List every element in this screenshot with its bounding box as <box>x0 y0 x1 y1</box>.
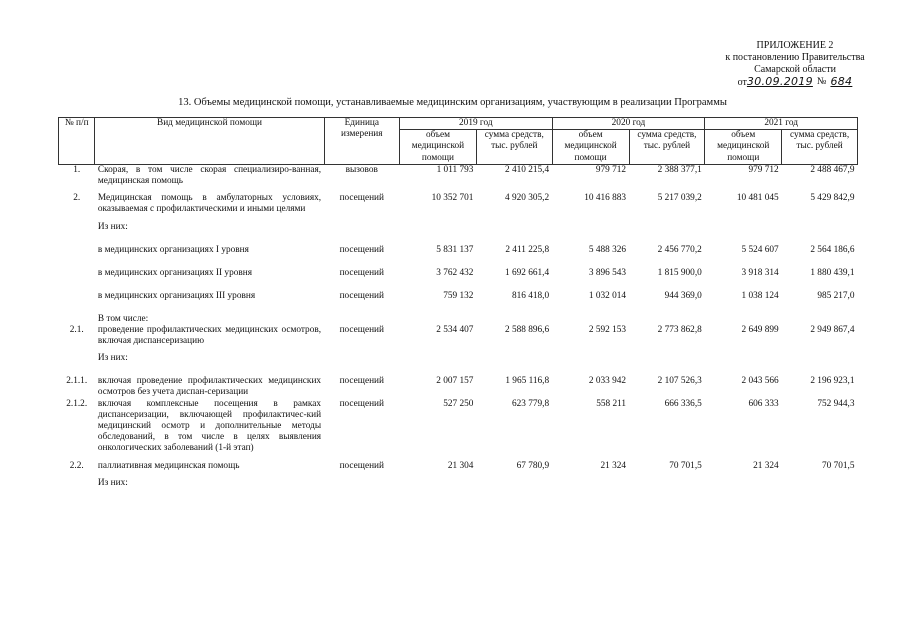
row-name: в медицинских организациях III уровня <box>97 290 256 301</box>
row-unit: посещений <box>339 376 385 387</box>
row-volume-2021: 1 038 124 <box>741 290 779 301</box>
row-volume-2019: 759 132 <box>443 290 474 301</box>
row-no: 2.1.1. <box>66 376 88 387</box>
row-volume-2019 <box>400 353 477 376</box>
row-name: в медицинских организациях I уровня <box>97 244 249 255</box>
row-name: паллиативная медицинская помощь <box>97 460 240 471</box>
row-sum-2020 <box>629 478 705 489</box>
row-unit <box>324 353 399 376</box>
row-sum-2019: 1 965 116,8 <box>505 376 550 387</box>
row-volume-2021 <box>705 478 782 489</box>
row-no: 2.1.2. <box>66 398 88 409</box>
header-sum-2019: сумма средств, тыс. рублей <box>476 130 552 165</box>
row-volume-2019: 5 831 137 <box>436 244 474 255</box>
row-sum-2020 <box>629 314 705 325</box>
row-sum-2021: 985 217,0 <box>817 290 855 301</box>
row-volume-2020: 21 324 <box>600 460 627 471</box>
row-volume-2021: 10 481 045 <box>736 193 779 204</box>
row-volume-2021: 3 918 314 <box>741 267 779 278</box>
row-name: Из них: <box>97 221 128 232</box>
row-volume-2020: 1 032 014 <box>588 290 627 301</box>
header-sum-2021: сумма средств, тыс. рублей <box>782 130 858 165</box>
row-no: 1. <box>73 164 81 175</box>
row-volume-2020: 2 033 942 <box>588 376 627 387</box>
row-sum-2020: 2 773 862,8 <box>657 324 702 335</box>
row-unit: посещений <box>339 398 385 409</box>
row-volume-2020: 5 488 326 <box>588 244 627 255</box>
row-sum-2019: 2 410 215,4 <box>504 164 550 175</box>
table-row <box>59 325 858 347</box>
row-volume-2020: 2 592 153 <box>588 324 627 335</box>
row-volume-2019 <box>400 478 477 489</box>
table-row <box>59 245 858 268</box>
number-prefix: № <box>816 76 827 87</box>
row-unit <box>324 222 399 245</box>
row-unit: посещений <box>339 324 385 335</box>
row-volume-2021: 21 324 <box>753 460 779 471</box>
row-volume-2021: 2 649 899 <box>741 324 779 335</box>
row-no: 2.2. <box>69 460 84 471</box>
row-volume-2020: 558 211 <box>596 398 627 409</box>
row-sum-2020: 666 336,5 <box>664 398 702 409</box>
row-sum-2020: 70 701,5 <box>669 460 702 471</box>
table-row <box>59 314 858 325</box>
annex-block <box>700 40 890 89</box>
row-sum-2019 <box>476 222 552 245</box>
row-no <box>59 268 95 291</box>
row-sum-2019 <box>476 353 552 376</box>
row-volume-2020: 979 712 <box>595 164 627 175</box>
row-sum-2019: 1 692 661,4 <box>504 267 550 278</box>
row-sum-2021: 2 488 467,9 <box>810 164 855 175</box>
row-sum-2021: 752 944,3 <box>817 398 855 409</box>
row-sum-2020: 2 456 770,2 <box>657 244 702 255</box>
row-sum-2021 <box>782 478 858 489</box>
row-sum-2019: 623 779,8 <box>511 398 550 409</box>
table-body <box>59 164 858 489</box>
row-sum-2019: 2 411 225,8 <box>505 244 550 255</box>
row-volume-2021 <box>705 222 782 245</box>
table-row <box>59 478 858 489</box>
row-sum-2020: 2 388 377,1 <box>657 164 702 175</box>
table-row <box>59 164 858 187</box>
row-volume-2020: 3 896 543 <box>588 267 627 278</box>
row-unit: вызовов <box>345 164 378 175</box>
row-volume-2019: 527 250 <box>443 398 474 409</box>
date-prefix: от <box>737 77 747 88</box>
table-row <box>59 353 858 376</box>
handwritten-date: 30.09.2019 <box>746 75 813 88</box>
row-name: В том числе: <box>97 313 149 324</box>
row-sum-2021 <box>782 314 858 325</box>
row-sum-2021: 2 564 186,6 <box>810 244 855 255</box>
row-no <box>59 353 95 376</box>
annex-date-line <box>700 76 890 89</box>
row-sum-2020 <box>629 353 705 376</box>
annex-title: ПРИЛОЖЕНИЕ 2 <box>756 40 834 51</box>
row-unit: посещений <box>339 290 385 301</box>
row-volume-2019: 2 007 157 <box>436 376 474 387</box>
row-sum-2019: 67 780,9 <box>516 460 550 471</box>
row-name: Из них: <box>97 477 128 488</box>
row-volume-2019 <box>400 222 477 245</box>
row-unit <box>324 478 399 489</box>
row-volume-2019: 2 534 407 <box>436 324 474 335</box>
row-unit: посещений <box>339 460 385 471</box>
row-name: включая комплексные посещения в рамках диспансеризации, включающей профилактичес-кий медицинский осмотр и дополнительные методы обследований, в том числе в целях выявления онкологических заболеваний (1-й этап) <box>97 398 322 454</box>
row-unit: посещений <box>339 267 385 278</box>
row-sum-2020 <box>629 222 705 245</box>
row-sum-2021: 5 429 842,9 <box>810 193 855 204</box>
row-sum-2019: 2 588 896,6 <box>504 324 550 335</box>
row-volume-2021: 606 333 <box>748 398 779 409</box>
row-volume-2020 <box>552 222 629 245</box>
handwritten-number: 684 <box>830 75 853 88</box>
row-sum-2019 <box>476 478 552 489</box>
row-unit <box>324 314 399 325</box>
row-volume-2020 <box>552 314 629 325</box>
row-volume-2020 <box>552 478 629 489</box>
table-title: 13. Объемы медицинской помощи, устанавливаемые медицинским организациям, участвующим в реализации Программы <box>178 97 727 108</box>
row-name: проведение профилактических медицинских осмотров, включая диспансеризацию <box>97 324 322 347</box>
row-sum-2021: 2 949 867,4 <box>810 324 855 335</box>
row-name: Из них: <box>97 353 128 364</box>
row-sum-2021: 1 880 439,1 <box>810 267 855 278</box>
row-unit: посещений <box>339 193 385 204</box>
row-no <box>59 314 95 325</box>
row-unit: посещений <box>339 244 385 255</box>
row-sum-2019 <box>476 314 552 325</box>
row-sum-2021: 2 196 923,1 <box>810 376 855 387</box>
row-no: 2.1. <box>69 324 84 335</box>
row-volume-2021: 5 524 607 <box>741 244 779 255</box>
volumes-table <box>58 117 858 489</box>
row-no <box>59 478 95 489</box>
row-name: включая проведение профилактических медицинских осмотров без учета диспан-серизации <box>97 376 322 398</box>
row-name: Медицинская помощь в амбулаторных условиях, оказываемая с профилактическими и иными целями <box>97 193 322 215</box>
row-volume-2019 <box>400 314 477 325</box>
row-sum-2021: 70 701,5 <box>821 460 855 471</box>
row-volume-2019: 21 304 <box>447 460 474 471</box>
header-year-2019: 2019 год <box>400 118 553 130</box>
row-volume-2021 <box>705 314 782 325</box>
header-year-2021: 2021 год <box>705 118 858 130</box>
header-sum-2020: сумма средств, тыс. рублей <box>629 130 705 165</box>
row-volume-2019: 1 011 793 <box>436 164 474 175</box>
row-name: в медицинских организациях II уровня <box>97 267 253 278</box>
table-row <box>59 291 858 314</box>
table-row <box>59 399 858 455</box>
table-row <box>59 461 858 472</box>
annex-line3: Самарской области <box>754 64 836 75</box>
row-sum-2020: 944 369,0 <box>664 290 702 301</box>
table-row <box>59 376 858 398</box>
header-year-2020: 2020 год <box>552 118 705 130</box>
row-no: 2. <box>73 193 81 204</box>
table-row <box>59 193 858 215</box>
row-volume-2020 <box>552 353 629 376</box>
header-volume-2020: объем медицинской помощи <box>552 130 629 165</box>
table-row <box>59 222 858 245</box>
table-row <box>59 268 858 291</box>
table-header <box>59 118 858 165</box>
row-volume-2021 <box>705 353 782 376</box>
header-volume-2019: объем медицинской помощи <box>400 130 477 165</box>
row-volume-2019: 10 352 701 <box>431 193 474 204</box>
row-no <box>59 245 95 268</box>
row-no <box>59 291 95 314</box>
row-volume-2019: 3 762 432 <box>436 267 474 278</box>
row-name: Скорая, в том числе скорая специализиро-ванная, медицинская помощь <box>97 164 322 187</box>
row-sum-2020: 5 217 039,2 <box>657 193 702 204</box>
row-sum-2019: 816 418,0 <box>511 290 550 301</box>
row-volume-2020: 10 416 883 <box>584 193 627 204</box>
row-volume-2021: 2 043 566 <box>741 376 779 387</box>
row-sum-2020: 2 107 526,3 <box>657 376 702 387</box>
header-type: Вид медицинской помощи <box>95 118 324 165</box>
header-no: № п/п <box>59 118 95 165</box>
header-unit: Единица измерения <box>324 118 399 165</box>
header-volume-2021: объем медицинской помощи <box>705 130 782 165</box>
annex-line2: к постановлению Правительства <box>725 52 865 63</box>
row-volume-2021: 979 712 <box>748 164 779 175</box>
row-no <box>59 222 95 245</box>
row-sum-2021 <box>782 222 858 245</box>
row-sum-2021 <box>782 353 858 376</box>
row-sum-2019: 4 920 305,2 <box>504 193 550 204</box>
row-sum-2020: 1 815 900,0 <box>657 267 702 278</box>
